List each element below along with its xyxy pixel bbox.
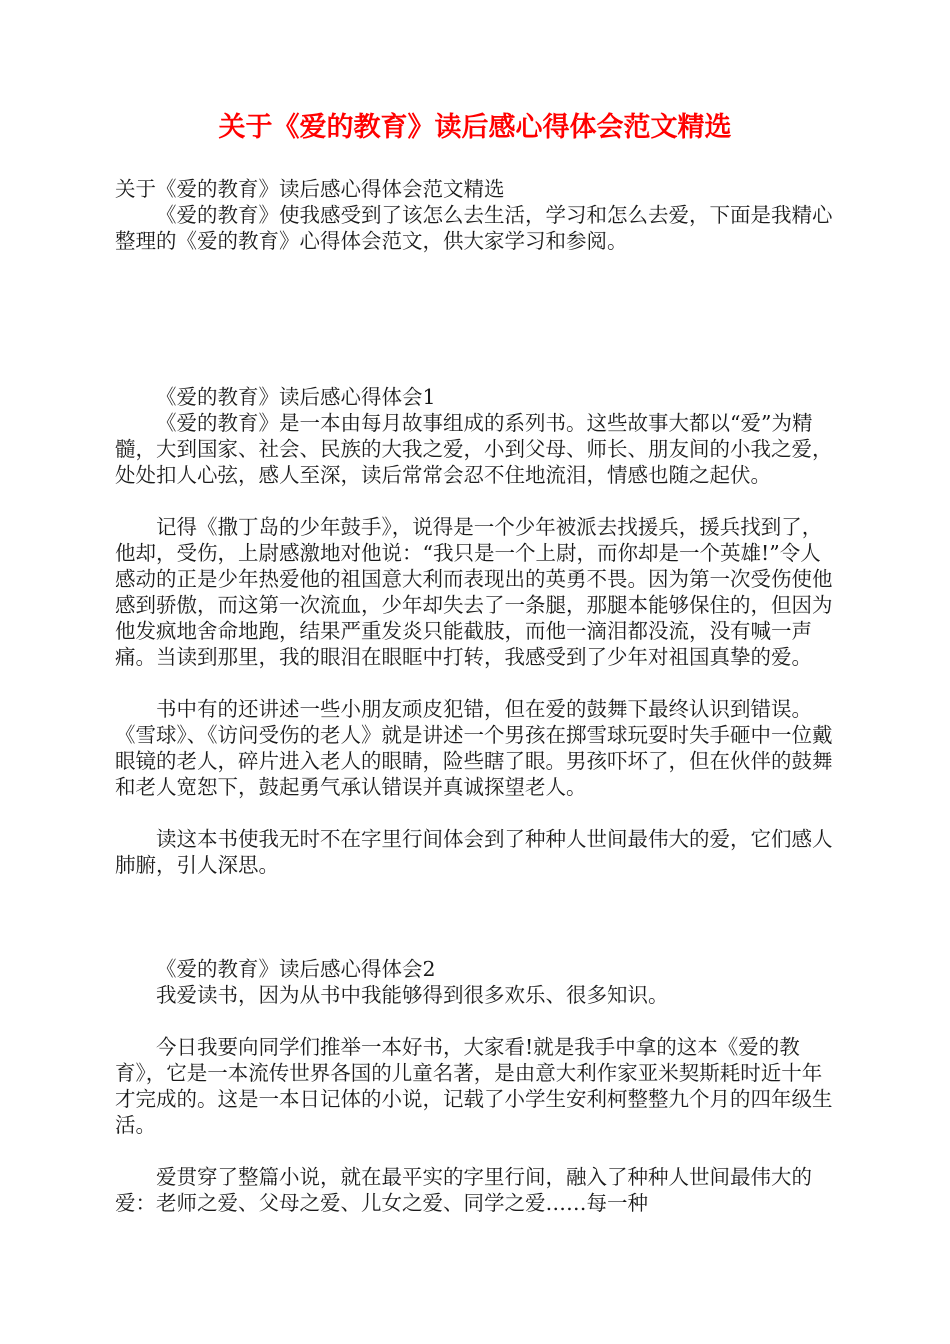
intro-heading: 关于《爱的教育》读后感心得体会范文精选: [115, 177, 505, 201]
intro-paragraph: 《爱的教育》使我感受到了该怎么去生活，学习和怎么去爱，下面是我精心整理的《爱的教育》心得体会范文，供大家学习和参阅。: [115, 203, 833, 253]
section2-heading: 《爱的教育》读后感心得体会2: [156, 957, 436, 981]
spacer: [115, 1138, 840, 1164]
section2-paragraph: 爱贯穿了整篇小说，就在最平实的字里行间，融入了种种人世间最伟大的爱：老师之爱、父母之爱、儿女之爱、同学之爱……每一种: [115, 1165, 812, 1215]
section2-paragraph: 今日我要向同学们推举一本好书，大家看!就是我手中拿的这本《爱的教育》，它是一本流传世界各国的儿童名著，是由意大利作家亚米契斯耗时近十年才完成的。这是一本日记体的小说，记载了小学生安利柯整整九个月的四年级生活。: [115, 1035, 833, 1137]
spacer: [115, 1008, 840, 1034]
section1-paragraph: 记得《撒丁岛的少年鼓手》，说得是一个少年被派去找援兵，援兵找到了，他却，受伤，上尉感激地对他说：“我只是一个上尉，而你却是一个英雄!”令人感动的正是少年热爱他的祖国意大利而表现出的英勇不畏。因为第一次受伤使他感到骄傲，而这第一次流血，少年却失去了一条腿，那腿本能够保住的，但因为他发疯地舍命地跑，结果严重发炎只能截肢，而他一滴泪都没流，没有喊一声痛。当读到那里，我的眼泪在眼眶中打转，我感受到了少年对祖国真挚的爱。: [115, 515, 833, 669]
spacer: [115, 800, 840, 826]
section1-paragraph: 《爱的教育》是一本由每月故事组成的系列书。这些故事大都以“爱”为精髓，大到国家、社会、民族的大我之爱，小到父母、师长、朋友间的小我之爱，处处扣人心弦，感人至深，读后常常会忍不住地流泪，情感也随之起伏。: [115, 411, 833, 487]
document-title: 关于《爱的教育》读后感心得体会范文精选: [218, 112, 732, 143]
spacer: [115, 670, 840, 696]
section2-paragraph: 我爱读书，因为从书中我能够得到很多欢乐、很多知识。: [156, 983, 669, 1007]
section1-paragraph: 书中有的还讲述一些小朋友顽皮犯错，但在爱的鼓舞下最终认识到错误。《雪球》、《访问受伤的老人》就是讲述一个男孩在掷雪球玩耍时失手砸中一位戴眼镜的老人，碎片进入老人的眼睛，险些瞎了眼。男孩吓坏了，但在伙伴的鼓舞和老人宽恕下，鼓起勇气承认错误并真诚探望老人。: [115, 697, 833, 799]
spacer: [115, 254, 840, 384]
section1-paragraph: 读这本书使我无时不在字里行间体会到了种种人世间最伟大的爱，它们感人肺腑，引人深思。: [115, 827, 833, 877]
spacer: [115, 488, 840, 514]
spacer: [115, 878, 840, 956]
section1-heading: 《爱的教育》读后感心得体会1: [156, 385, 436, 409]
document-body: [115, 176, 840, 1216]
